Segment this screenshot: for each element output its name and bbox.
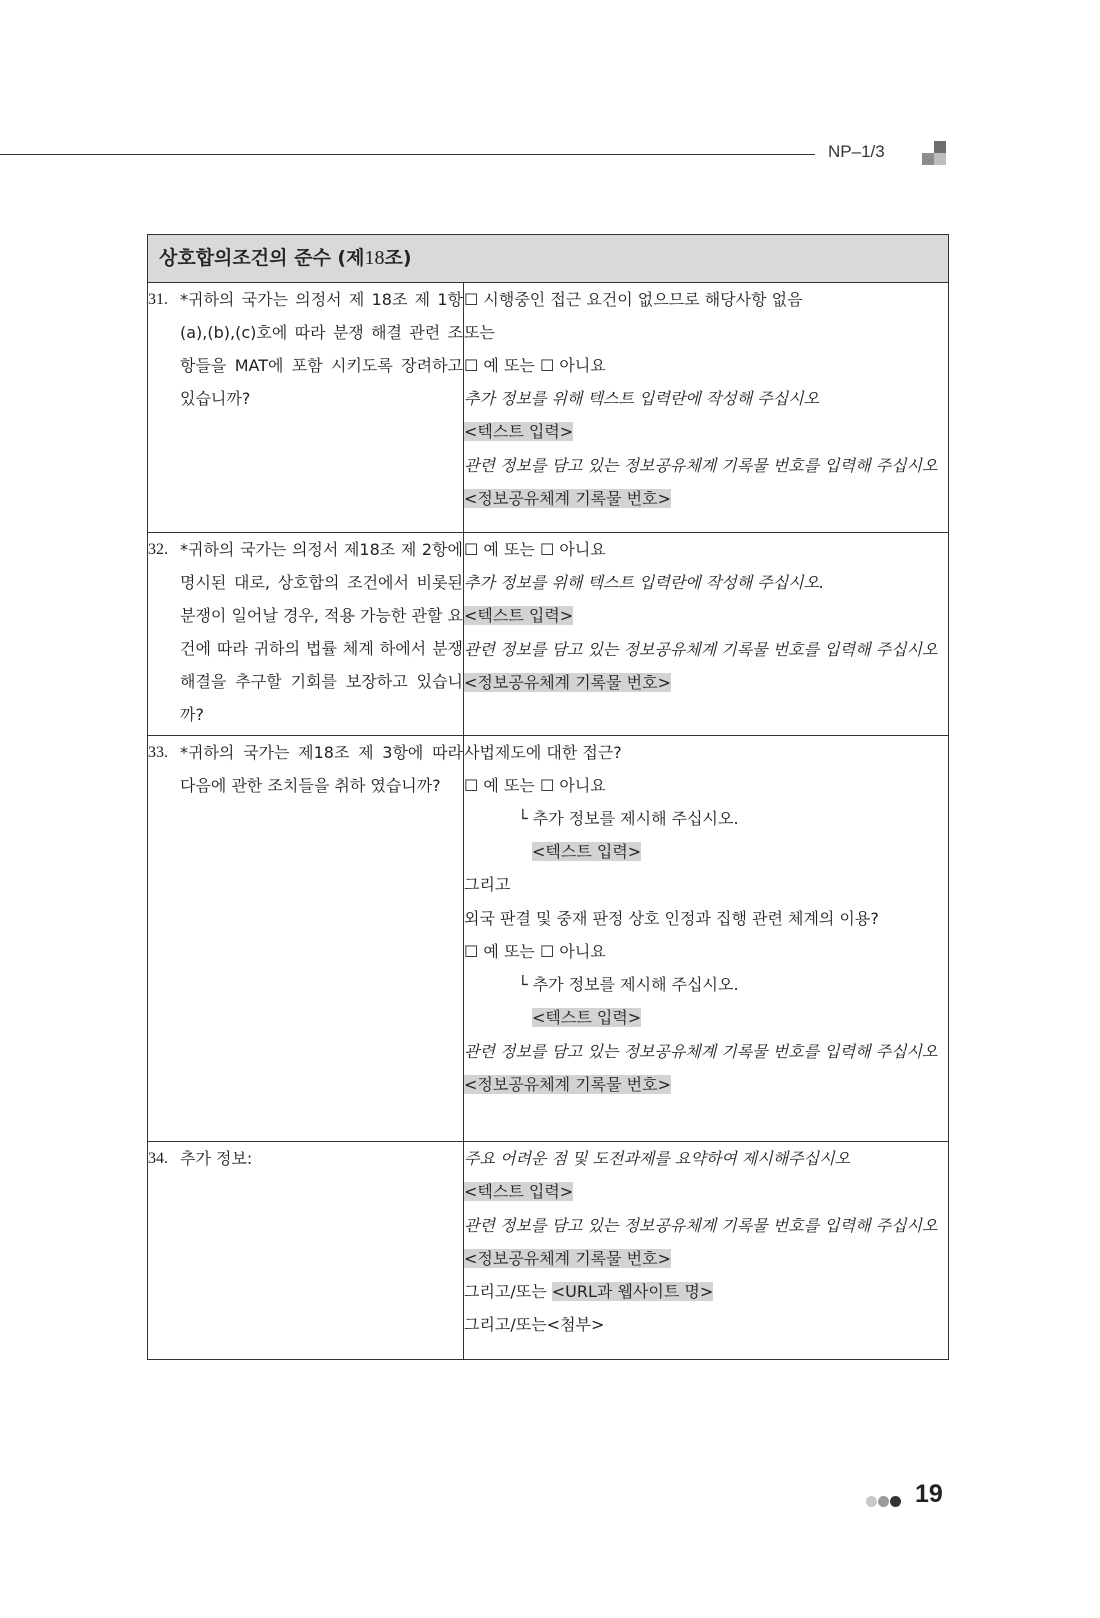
question-cell [148, 533, 464, 736]
question-cell [148, 736, 464, 1142]
instruction-text: 추가 정보를 위해 텍스트 입력란에 작성해 주십시오. [464, 573, 825, 592]
and-label: 그리고 [464, 875, 511, 894]
table-row [148, 283, 949, 533]
question-text: *귀하의 국가는 의정서 제 18조 제 1항 (a),(b),(c)호에 따라 분쟁 해결 관련 조항들을 MAT에 포함 시키도록 장려하고 있습니까? [180, 290, 463, 408]
question-text: 추가 정보: [180, 1149, 253, 1168]
table-row [148, 736, 949, 1142]
instruction-text: 관련 정보를 담고 있는 정보공유체계 기록물 번호를 입력해 주십시오 [464, 640, 938, 659]
instruction-text: └ 추가 정보를 제시해 주십시오. [518, 975, 739, 994]
answer-cell [464, 736, 949, 1142]
record-number-field[interactable]: <정보공유체계 기록물 번호> [464, 1075, 672, 1094]
text-input-field[interactable]: <텍스트 입력> [532, 842, 642, 861]
record-number-field[interactable]: <정보공유체계 기록물 번호> [464, 489, 672, 508]
question-number: 31. [148, 291, 168, 308]
text-input-field[interactable]: <텍스트 입력> [464, 1182, 574, 1201]
record-number-field[interactable]: <정보공유체계 기록물 번호> [464, 673, 672, 692]
instruction-text: 추가 정보를 위해 텍스트 입력란에 작성해 주십시오 [464, 389, 820, 408]
table-title: 상호합의조건의 준수 (제18조) [148, 235, 949, 283]
question-number: 33. [148, 744, 168, 761]
instruction-text: 관련 정보를 담고 있는 정보공유체계 기록물 번호를 입력해 주십시오 [464, 456, 938, 475]
question-number: 32. [148, 541, 168, 558]
instruction-text: 주요 어려운 점 및 도전과제를 요약하여 제시해주십시오 [464, 1149, 851, 1168]
text-input-field[interactable]: <텍스트 입력> [464, 422, 574, 441]
record-number-field[interactable]: <정보공유체계 기록물 번호> [464, 1249, 672, 1268]
instruction-text: 관련 정보를 담고 있는 정보공유체계 기록물 번호를 입력해 주십시오 [464, 1042, 938, 1061]
attachment-field[interactable]: 그리고/또는<첨부> [464, 1315, 605, 1334]
question-text: *귀하의 국가는 제18조 제 3항에 따라 다음에 관한 조치들을 취하 였습니까? [180, 743, 463, 795]
question-text: *귀하의 국가는 의정서 제18조 제 2항에 명시된 대로, 상호합의 조건에서 비롯된 분쟁이 일어날 경우, 적용 가능한 관할 요건에 따라 귀하의 법률 체계 하에서 분쟁 해결을 추구할 기회를 보장하고 있습니까? [180, 540, 463, 724]
compliance-table [147, 234, 949, 1360]
header-squares-icon [922, 141, 946, 165]
page-dots-icon [866, 1492, 902, 1511]
yes-no-checkbox[interactable]: ☐ 예 또는 ☐ 아니요 [464, 540, 606, 559]
question-cell [148, 1142, 464, 1360]
yes-no-checkbox[interactable]: ☐ 예 또는 ☐ 아니요 [464, 776, 606, 795]
yes-no-checkbox[interactable]: ☐ 예 또는 ☐ 아니요 [464, 942, 606, 961]
not-applicable-option[interactable]: ☐ 시행중인 접근 요건이 없으므로 해당사항 없음 [464, 290, 803, 309]
and-or-label: 그리고/또는 [464, 1282, 552, 1301]
url-input-field[interactable]: <URL과 웹사이트 명> [551, 1282, 714, 1301]
question-cell [148, 283, 464, 533]
table-row [148, 1142, 949, 1360]
sub-question-text: 외국 판결 및 중재 판정 상호 인정과 집행 관련 체계의 이용? [464, 909, 879, 928]
answer-cell [464, 1142, 949, 1360]
or-label: 또는 [464, 323, 495, 342]
answer-cell [464, 533, 949, 736]
header-rule [0, 154, 815, 155]
answer-cell [464, 283, 949, 533]
page-number: 19 [915, 1480, 943, 1508]
document-code: NP–1/3 [828, 142, 885, 161]
text-input-field[interactable]: <텍스트 입력> [464, 606, 574, 625]
table-title-row [148, 235, 949, 283]
yes-no-checkbox[interactable]: ☐ 예 또는 ☐ 아니요 [464, 356, 606, 375]
text-input-field[interactable]: <텍스트 입력> [532, 1008, 642, 1027]
sub-question-text: 사법제도에 대한 접근? [464, 743, 622, 762]
instruction-text: 관련 정보를 담고 있는 정보공유체계 기록물 번호를 입력해 주십시오 [464, 1216, 938, 1235]
question-number: 34. [148, 1150, 168, 1167]
instruction-text: └ 추가 정보를 제시해 주십시오. [518, 809, 739, 828]
table-row [148, 533, 949, 736]
